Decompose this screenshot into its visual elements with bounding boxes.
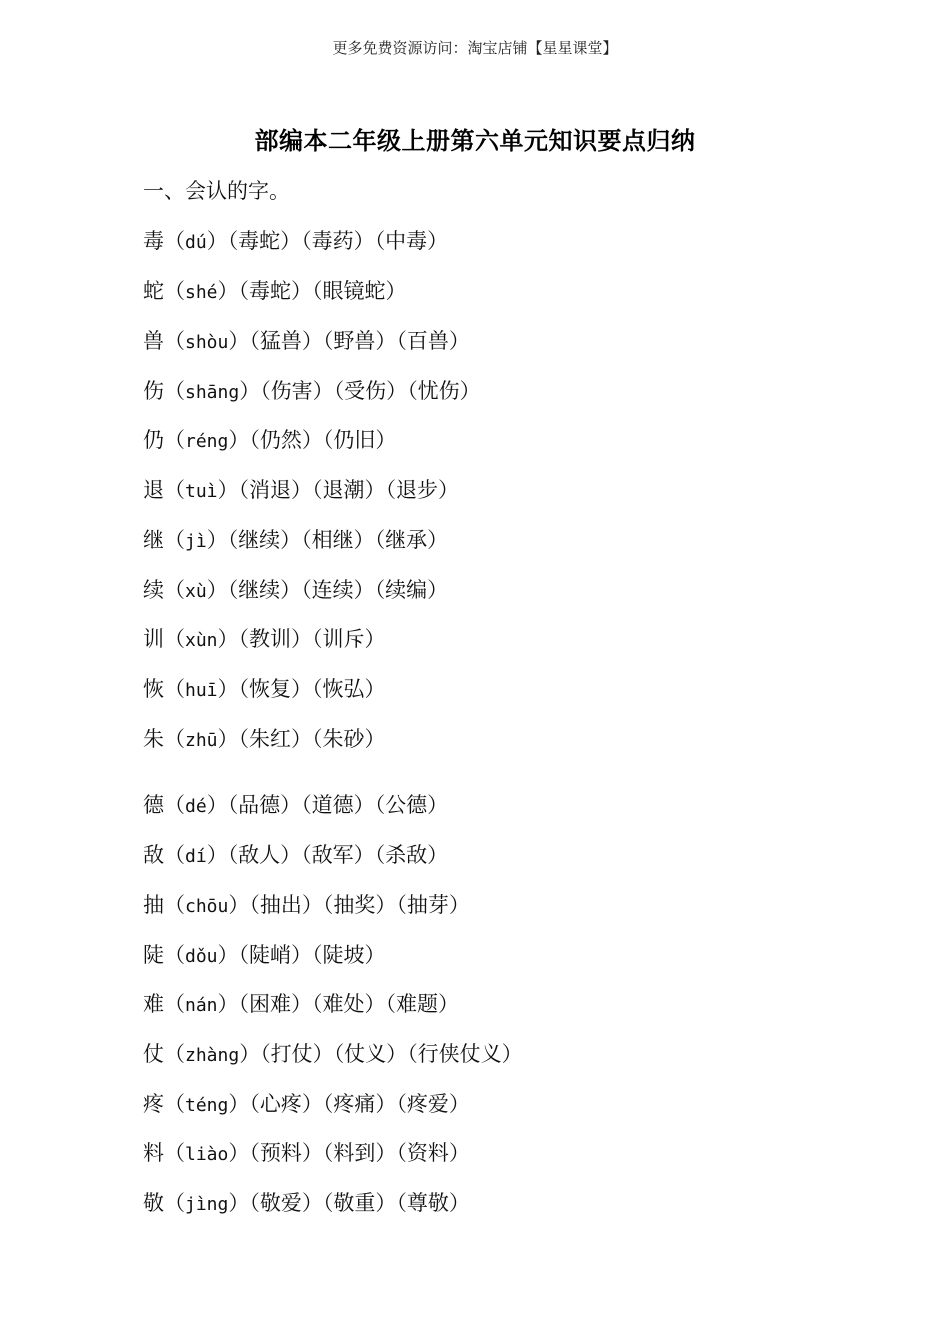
entry-char: 退 <box>143 478 164 502</box>
character-list <box>143 0 843 1344</box>
entry-word: （猛兽） <box>249 329 323 353</box>
entry-word: （困难） <box>238 992 313 1016</box>
entry-pinyin: （tuì） <box>164 478 239 502</box>
entry-word: （道德） <box>301 793 375 817</box>
entry-word: （忧伤） <box>407 379 481 403</box>
entry-char: 毒 <box>143 229 164 253</box>
char-entry <box>143 624 386 656</box>
entry-word: （续编） <box>374 578 449 602</box>
entry-word: （陡峭） <box>238 943 313 967</box>
entry-word: （敬重） <box>322 1191 397 1215</box>
entry-word: （尊敬） <box>396 1191 470 1215</box>
entry-char: 兽 <box>143 329 164 353</box>
entry-word: （朱砂） <box>312 727 386 751</box>
char-entry <box>143 940 386 972</box>
char-entry <box>143 674 386 706</box>
entry-word: （退潮） <box>312 478 386 502</box>
entry-pinyin: （xù） <box>164 578 228 602</box>
entry-pinyin: （zhàng） <box>164 1042 261 1066</box>
entry-word: （教训） <box>238 627 313 651</box>
entry-char: 德 <box>143 793 164 817</box>
entry-char: 伤 <box>143 379 164 403</box>
char-entry <box>143 376 481 408</box>
entry-char: 继 <box>143 528 164 552</box>
entry-word: （百兽） <box>396 329 470 353</box>
entry-word: （受伤） <box>333 379 408 403</box>
entry-word: （连续） <box>301 578 375 602</box>
entry-word: （抽出） <box>249 893 323 917</box>
entry-word: （消退） <box>238 478 313 502</box>
entry-word: （心疼） <box>249 1092 323 1116</box>
entry-pinyin: （chōu） <box>164 893 250 917</box>
entry-word: （仍然） <box>249 428 323 452</box>
entry-char: 料 <box>143 1141 164 1165</box>
entry-word: （敌军） <box>301 843 375 867</box>
entry-word: （陡坡） <box>312 943 386 967</box>
entry-word: （毒蛇） <box>238 279 313 303</box>
entry-char: 仍 <box>143 428 164 452</box>
entry-word: （恢弘） <box>312 677 386 701</box>
char-entry <box>143 226 448 258</box>
entry-pinyin: （nán） <box>164 992 239 1016</box>
entry-char: 敬 <box>143 1191 164 1215</box>
entry-word: （公德） <box>374 793 449 817</box>
entry-word: （预料） <box>249 1141 323 1165</box>
entry-char: 疼 <box>143 1092 164 1116</box>
entry-word: （敬爱） <box>249 1191 323 1215</box>
char-entry <box>143 276 407 308</box>
entry-word: （毒药） <box>301 229 375 253</box>
entry-pinyin: （réng） <box>164 428 250 452</box>
entry-word: （野兽） <box>322 329 397 353</box>
entry-word: （疼痛） <box>322 1092 397 1116</box>
entry-word: （仍旧） <box>322 428 397 452</box>
entry-char: 陡 <box>143 943 164 967</box>
entry-word: （朱红） <box>238 727 313 751</box>
entry-word: （相继） <box>301 528 375 552</box>
entry-char: 恢 <box>143 677 164 701</box>
entry-char: 敌 <box>143 843 164 867</box>
entry-word: （退步） <box>385 478 460 502</box>
entry-word: （品德） <box>227 793 302 817</box>
entry-word: （继承） <box>374 528 449 552</box>
entry-pinyin: （dǒu） <box>164 943 239 967</box>
entry-pinyin: （liào） <box>164 1141 250 1165</box>
char-entry <box>143 1089 470 1121</box>
entry-word: （料到） <box>322 1141 397 1165</box>
entry-word: （毒蛇） <box>227 229 302 253</box>
entry-word: （行侠仗义） <box>407 1042 523 1066</box>
entry-word: （训斥） <box>312 627 386 651</box>
char-entry <box>143 425 396 457</box>
entry-word: （恢复） <box>238 677 313 701</box>
char-entry <box>143 1039 523 1071</box>
entry-char: 续 <box>143 578 164 602</box>
entry-word: （中毒） <box>374 229 449 253</box>
char-entry <box>143 475 459 507</box>
entry-char: 训 <box>143 627 164 651</box>
entry-word: （仗义） <box>333 1042 408 1066</box>
char-entry <box>143 790 448 822</box>
entry-pinyin: （jìng） <box>164 1191 250 1215</box>
entry-pinyin: （dí） <box>164 843 228 867</box>
entry-pinyin: （jì） <box>164 528 228 552</box>
char-entry <box>143 840 448 872</box>
entry-word: （继续） <box>227 578 302 602</box>
entry-word: （打仗） <box>260 1042 334 1066</box>
entry-pinyin: （huī） <box>164 677 239 701</box>
entry-word: （资料） <box>396 1141 470 1165</box>
char-entry <box>143 890 470 922</box>
entry-word: （抽奖） <box>322 893 397 917</box>
entry-word: （眼镜蛇） <box>312 279 407 303</box>
entry-pinyin: （shāng） <box>164 379 261 403</box>
entry-char: 仗 <box>143 1042 164 1066</box>
entry-word: （杀敌） <box>374 843 449 867</box>
entry-word: （难处） <box>312 992 386 1016</box>
entry-char: 抽 <box>143 893 164 917</box>
char-entry <box>143 989 459 1021</box>
entry-word: （疼爱） <box>396 1092 470 1116</box>
char-entry <box>143 525 448 557</box>
entry-pinyin: （dú） <box>164 229 228 253</box>
entry-char: 蛇 <box>143 279 164 303</box>
char-entry <box>143 326 470 358</box>
char-entry <box>143 724 386 756</box>
entry-pinyin: （shòu） <box>164 329 250 353</box>
entry-char: 难 <box>143 992 164 1016</box>
entry-pinyin: （zhū） <box>164 727 239 751</box>
entry-char: 朱 <box>143 727 164 751</box>
entry-pinyin: （shé） <box>164 279 239 303</box>
entry-pinyin: （xùn） <box>164 627 239 651</box>
entry-word: （难题） <box>385 992 460 1016</box>
char-entry <box>143 1138 470 1170</box>
entry-word: （继续） <box>227 528 302 552</box>
header-note: 更多免费资源访问：淘宝店铺【星星课堂】 <box>332 39 618 57</box>
section-heading: 一、会认的字。 <box>143 179 290 203</box>
char-entry <box>143 575 448 607</box>
entry-word: （敌人） <box>227 843 302 867</box>
entry-pinyin: （dé） <box>164 793 228 817</box>
entry-word: （抽芽） <box>396 893 470 917</box>
char-entry <box>143 1188 470 1220</box>
document-title: 部编本二年级上册第六单元知识要点归纳 <box>254 127 696 155</box>
entry-pinyin: （téng） <box>164 1092 250 1116</box>
entry-word: （伤害） <box>260 379 334 403</box>
